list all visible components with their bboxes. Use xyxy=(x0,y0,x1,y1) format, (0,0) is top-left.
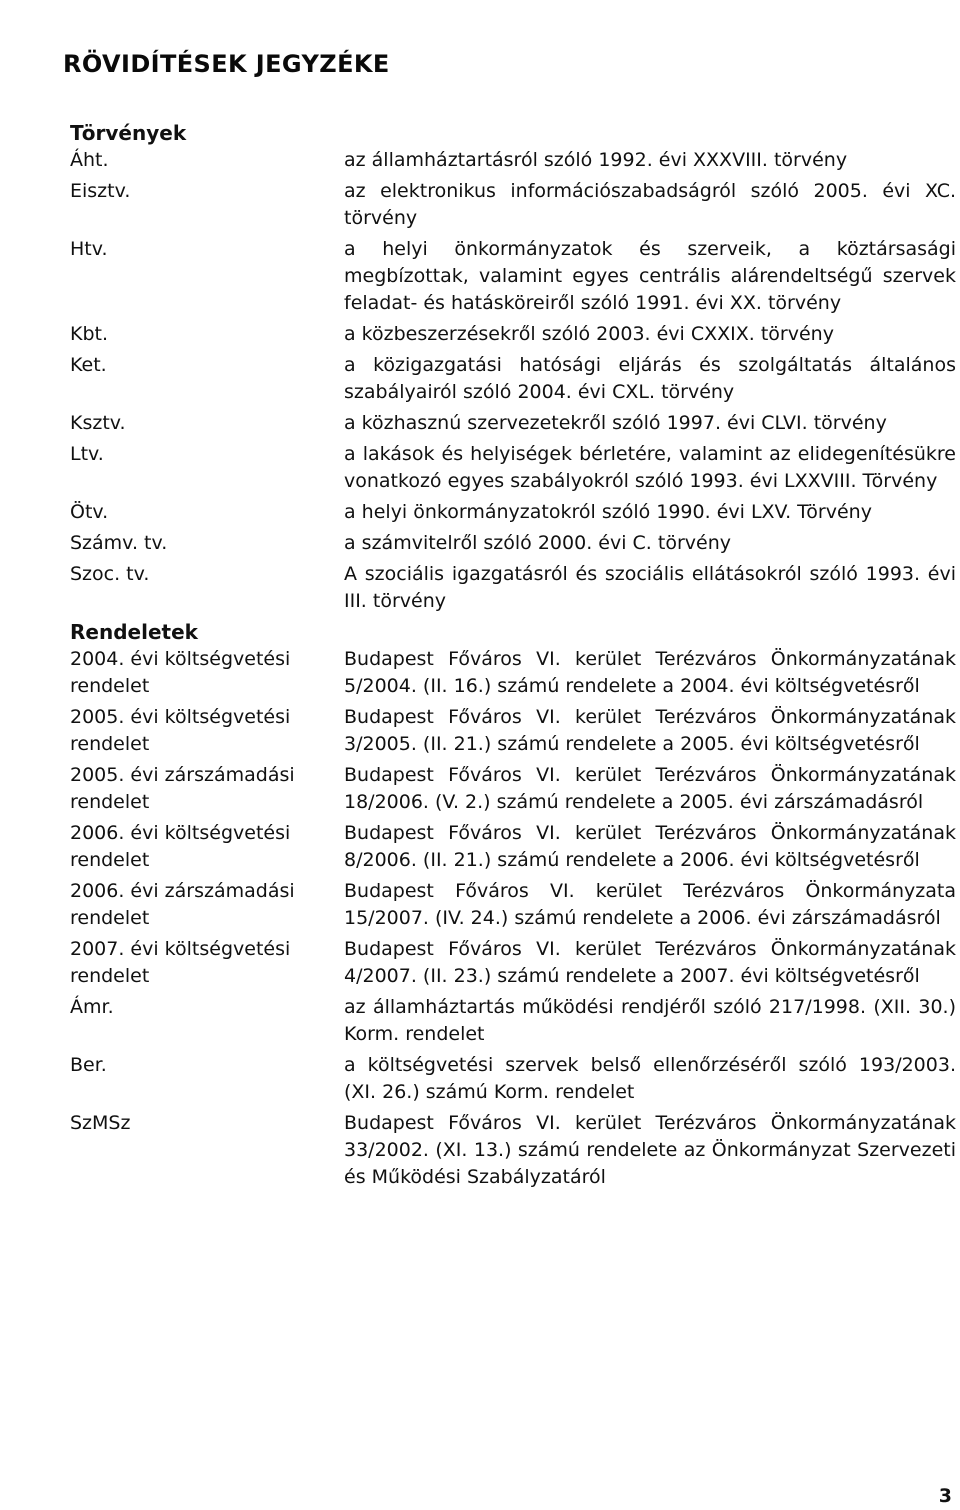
abbreviation-entry xyxy=(70,762,956,816)
abbreviation-entry xyxy=(70,499,956,526)
abbreviation: Ket. xyxy=(70,354,107,376)
abbreviation-description: Budapest Főváros VI. kerület Terézváros Önkormányzatának 4/2007. (II. 23.) számú rendelete a 2007. évi költségvetésről xyxy=(344,938,956,987)
laws-list xyxy=(70,147,956,615)
abbreviation-entry xyxy=(70,994,956,1048)
abbreviation: Kbt. xyxy=(70,323,109,345)
abbreviation: 2004. évi költségvetési rendelet xyxy=(70,648,291,697)
abbreviation-description: Budapest Főváros VI. kerület Terézváros Önkormányzatának 18/2006. (V. 2.) számú rendelete a 2005. évi zárszámadásról xyxy=(344,764,956,813)
abbreviation-entry xyxy=(70,236,956,317)
abbreviation: Szoc. tv. xyxy=(70,563,150,585)
abbreviation-entry xyxy=(70,646,956,700)
abbreviation: Eisztv. xyxy=(70,180,131,202)
abbreviation: Ötv. xyxy=(70,501,109,523)
abbreviation-entry xyxy=(70,878,956,932)
abbreviation-description: a közigazgatási hatósági eljárás és szolgáltatás általános szabályairól szóló 2004. évi CXL. törvény xyxy=(344,354,956,403)
abbreviation-entry xyxy=(70,410,956,437)
abbreviation: Ltv. xyxy=(70,443,104,465)
abbreviation-entry xyxy=(70,1052,956,1106)
abbreviation: Áht. xyxy=(70,149,109,171)
page-title: RÖVIDÍTÉSEK JEGYZÉKE xyxy=(63,50,390,78)
abbreviation-description: a közhasznú szervezetekről szóló 1997. évi CLVI. törvény xyxy=(344,412,887,434)
abbreviation-description: a közbeszerzésekről szóló 2003. évi CXXIX. törvény xyxy=(344,323,834,345)
abbreviation: Ksztv. xyxy=(70,412,126,434)
abbreviation-description: az államháztartásról szóló 1992. évi XXXVIII. törvény xyxy=(344,149,848,171)
abbreviation-description: a helyi önkormányzatokról szóló 1990. évi LXV. Törvény xyxy=(344,501,872,523)
abbreviation: 2006. évi zárszámadási rendelet xyxy=(70,880,295,929)
abbreviation-entry xyxy=(70,441,956,495)
page-number: 3 xyxy=(938,1485,952,1507)
decrees-list xyxy=(70,646,956,1191)
section-heading-laws: Törvények xyxy=(70,121,187,145)
abbreviation-description: a lakások és helyiségek bérletére, valamint az elidegenítésükre vonatkozó egyes szabályokról szóló 1993. évi LXXVIII. Törvény xyxy=(344,443,956,492)
abbreviation-entry xyxy=(70,178,956,232)
abbreviation: Ámr. xyxy=(70,996,114,1018)
abbreviation-description: az államháztartás működési rendjéről szóló 217/1998. (XII. 30.) Korm. rendelet xyxy=(344,996,956,1045)
abbreviation-description: Budapest Főváros VI. kerület Terézváros Önkormányzatának 8/2006. (II. 21.) számú rendelete a 2006. évi költségvetésről xyxy=(344,822,956,871)
abbreviation-description: Budapest Főváros VI. kerület Terézváros Önkormányzatának 3/2005. (II. 21.) számú rendelete a 2005. évi költségvetésről xyxy=(344,706,956,755)
abbreviation-description: a számvitelről szóló 2000. évi C. törvény xyxy=(344,532,731,554)
abbreviation: Htv. xyxy=(70,238,108,260)
abbreviation: 2005. évi költségvetési rendelet xyxy=(70,706,291,755)
abbreviation-description: A szociális igazgatásról és szociális ellátásokról szóló 1993. évi III. törvény xyxy=(344,563,956,612)
abbreviation: 2007. évi költségvetési rendelet xyxy=(70,938,291,987)
abbreviation-entry xyxy=(70,704,956,758)
abbreviation-entry xyxy=(70,321,956,348)
abbreviation-entry xyxy=(70,530,956,557)
abbreviation-entry xyxy=(70,561,956,615)
abbreviation: Számv. tv. xyxy=(70,532,168,554)
abbreviation-description: Budapest Főváros VI. kerület Terézváros Önkormányzatának 5/2004. (II. 16.) számú rendelete a 2004. évi költségvetésről xyxy=(344,648,956,697)
abbreviation-description: a költségvetési szervek belső ellenőrzéséről szóló 193/2003. (XI. 26.) számú Korm. rendelet xyxy=(344,1054,956,1103)
abbreviation-entry xyxy=(70,1110,956,1191)
abbreviation: SzMSz xyxy=(70,1112,131,1134)
abbreviation-description: Budapest Főváros VI. kerület Terézváros Önkormányzatának 33/2002. (XI. 13.) számú rendelete az Önkormányzat Szervezeti és Működési Szabályzatáról xyxy=(344,1112,956,1188)
abbreviation-description: a helyi önkormányzatok és szerveik, a köztársasági megbízottak, valamint egyes centrális alárendeltségű szervek feladat- és hatásköreiről szóló 1991. évi XX. törvény xyxy=(344,238,956,314)
abbreviation-entry xyxy=(70,147,956,174)
abbreviation-entry xyxy=(70,352,956,406)
abbreviation-description: az elektronikus információszabadságról szóló 2005. évi XC. törvény xyxy=(344,180,956,229)
abbreviation-entry xyxy=(70,936,956,990)
abbreviation: Ber. xyxy=(70,1054,107,1076)
abbreviations-list xyxy=(70,120,956,1195)
abbreviation-entry xyxy=(70,820,956,874)
abbreviation: 2006. évi költségvetési rendelet xyxy=(70,822,291,871)
section-heading-decrees: Rendeletek xyxy=(70,620,198,644)
abbreviation-description: Budapest Főváros VI. kerület Terézváros Önkormányzata 15/2007. (IV. 24.) számú rendelete a 2006. évi zárszámadásról xyxy=(344,880,956,929)
abbreviation: 2005. évi zárszámadási rendelet xyxy=(70,764,295,813)
